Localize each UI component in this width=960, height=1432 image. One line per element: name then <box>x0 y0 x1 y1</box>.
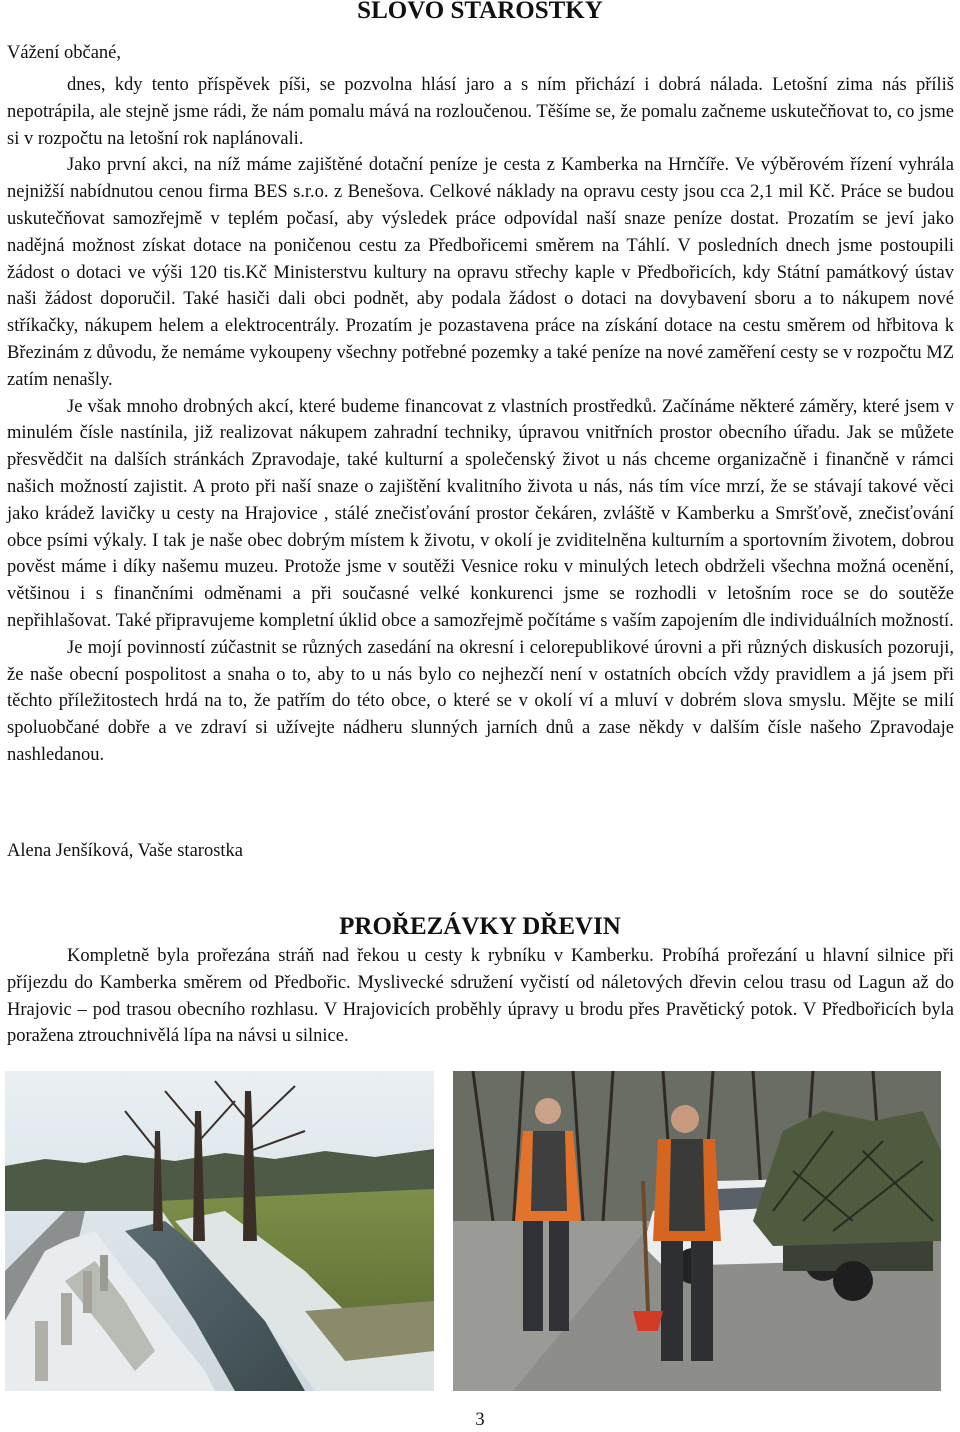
photo-workers-branches <box>453 1071 941 1391</box>
riverbank-road-image <box>5 1071 434 1391</box>
section-paragraph: Kompletně byla prořezána stráň nad řekou u cesty k rybníku v Kamberku. Probíhá prořezání u hlavní silnice při příjezdu do Kamberka směrem od Předbořic. Myslivecké sdružení vyčistí od náletových dřevin celou trasu od Lagun až do Hrajovic – pod trasou obecního rozhlasu. V Hrajovicích proběhly úpravy u brodu přes Pravětický potok. V Předbořicích byla poražena ztrouchnivělá lípa na návsi u silnice. <box>7 946 954 1047</box>
salutation: Vážení občané, <box>7 43 122 63</box>
section-body <box>7 943 954 1050</box>
workers-branches-image <box>453 1071 941 1391</box>
signature: Alena Jenšíková, Vaše starostka <box>7 841 243 861</box>
letter-paragraph-3: Je však mnoho drobných akcí, které budeme financovat z vlastních prostředků. Začínáme některé záměry, které jsem v minulém čísle nastínila, již realizovat nákupem zahradní techniky, úpravou vnitřních prostor obecního úřadu. Jak se můžete přesvědčit na dalších stránkách Zpravodaje, také kulturní a společenský život u nás chceme organizačně i finančně v rámci našich možností zajistit. A proto při naší snaze o zajištění kvalitního života u nás, nás tím více mrzí, že se stávají takové věci jako krádež lavičky u cesty na Hrajovice , stálé znečisťování prostor čekáren, zvláště v Kamberku a Smršťově, znečisťování obce psími výkaly. I tak je naše obec dobrým místem k životu, v okolí je zviditelněna kulturním a sportovním životem, dobrou pověst máme i díky našemu muzeu. Protože jsme v soutěži Vesnice roku v minulých letech obdrželi všechna možná ocenění, většinou i s finančními odměnami a při současné velké konkurenci jsme se rozhodli v letošním roce se do soutěže nepřihlašovat. Také připravujeme kompletní úklid obce a samozřejmě počítáme s vaším zapojením dle individuálních možností. <box>7 396 954 631</box>
section-title: PROŘEZÁVKY DŘEVIN <box>339 913 621 940</box>
page-number: 3 <box>475 1410 485 1430</box>
letter-paragraph-2: Jako první akci, na níž máme zajištěné dotační peníze je cesta z Kamberka na Hrnčíře. Ve výběrovém řízení vyhrála nejnižší nabídnutou cenou firma BES s.r.o. z Benešova. Celkové náklady na opravu cesty jsou cca 2,1 mil Kč. Práce se budou uskutečňovat samozřejmě v teplém počasí, aby výsledek práce odpovídal naší snaze peníze dostat. Prozatím se jeví jako nadějná možnost získat dotace na poničenou cestu za Předbořicemi směrem na Táhlí. V posledních dnech jsme postoupili žádost o dotaci ve výši 120 tis.Kč Ministerstvu kultury na opravu střechy kaple v Předbořicích, kdy Státní památkový ústav naši žádost doporučil. Také hasiči dali obci podnět, aby podala žádost o dotaci na dovybavení sboru a to nákupem nové stříkačky, nákupem helem a elektrocentrály. Prozatím je pozastavena práce na získání dotace na cestu směrem od hřbitova k Březinám z důvodu, že nemáme vykoupeny všechny potřebné pozemky a také peníze na nové zaměření cesty se v rozpočtu MZ zatím nenašly. <box>7 155 954 390</box>
page-title: SLOVO STAROSTKY <box>357 0 603 24</box>
photo-riverbank-road <box>5 1071 434 1391</box>
letter-paragraph-1: dnes, kdy tento příspěvek píši, se pozvolna hlásí jaro a s ním přichází i dobrá nálada. Letošní zima nás příliš nepotrápila, ale stejně jsme rádi, že nám pomalu mává na rozloučenou. Těšíme se, že pomalu začneme uskutečňovat to, co jsme si v rozpočtu na letošní rok naplánovali. <box>7 75 954 149</box>
letter-body <box>7 72 954 769</box>
letter-paragraph-4: Je mojí povinností zúčastnit se různých zasedání na okresní i celorepublikové úrovni a při různých diskusích pozoruji, že naše obecní pospolitost a snaha o to, aby to u nás bylo co nejhezčí není v ostatních obcích vždy pravidlem a já jsem při těchto příležitostech hrdá na to, že patřím do této obce, o které se v okolí ví a mluví v dobrém slova smyslu. Mějte se milí spoluobčané dobře a ve zdraví si užívejte nádheru slunných jarních dnů a zase někdy v dalším čísle našeho Zpravodaje nashledanou. <box>7 637 954 765</box>
